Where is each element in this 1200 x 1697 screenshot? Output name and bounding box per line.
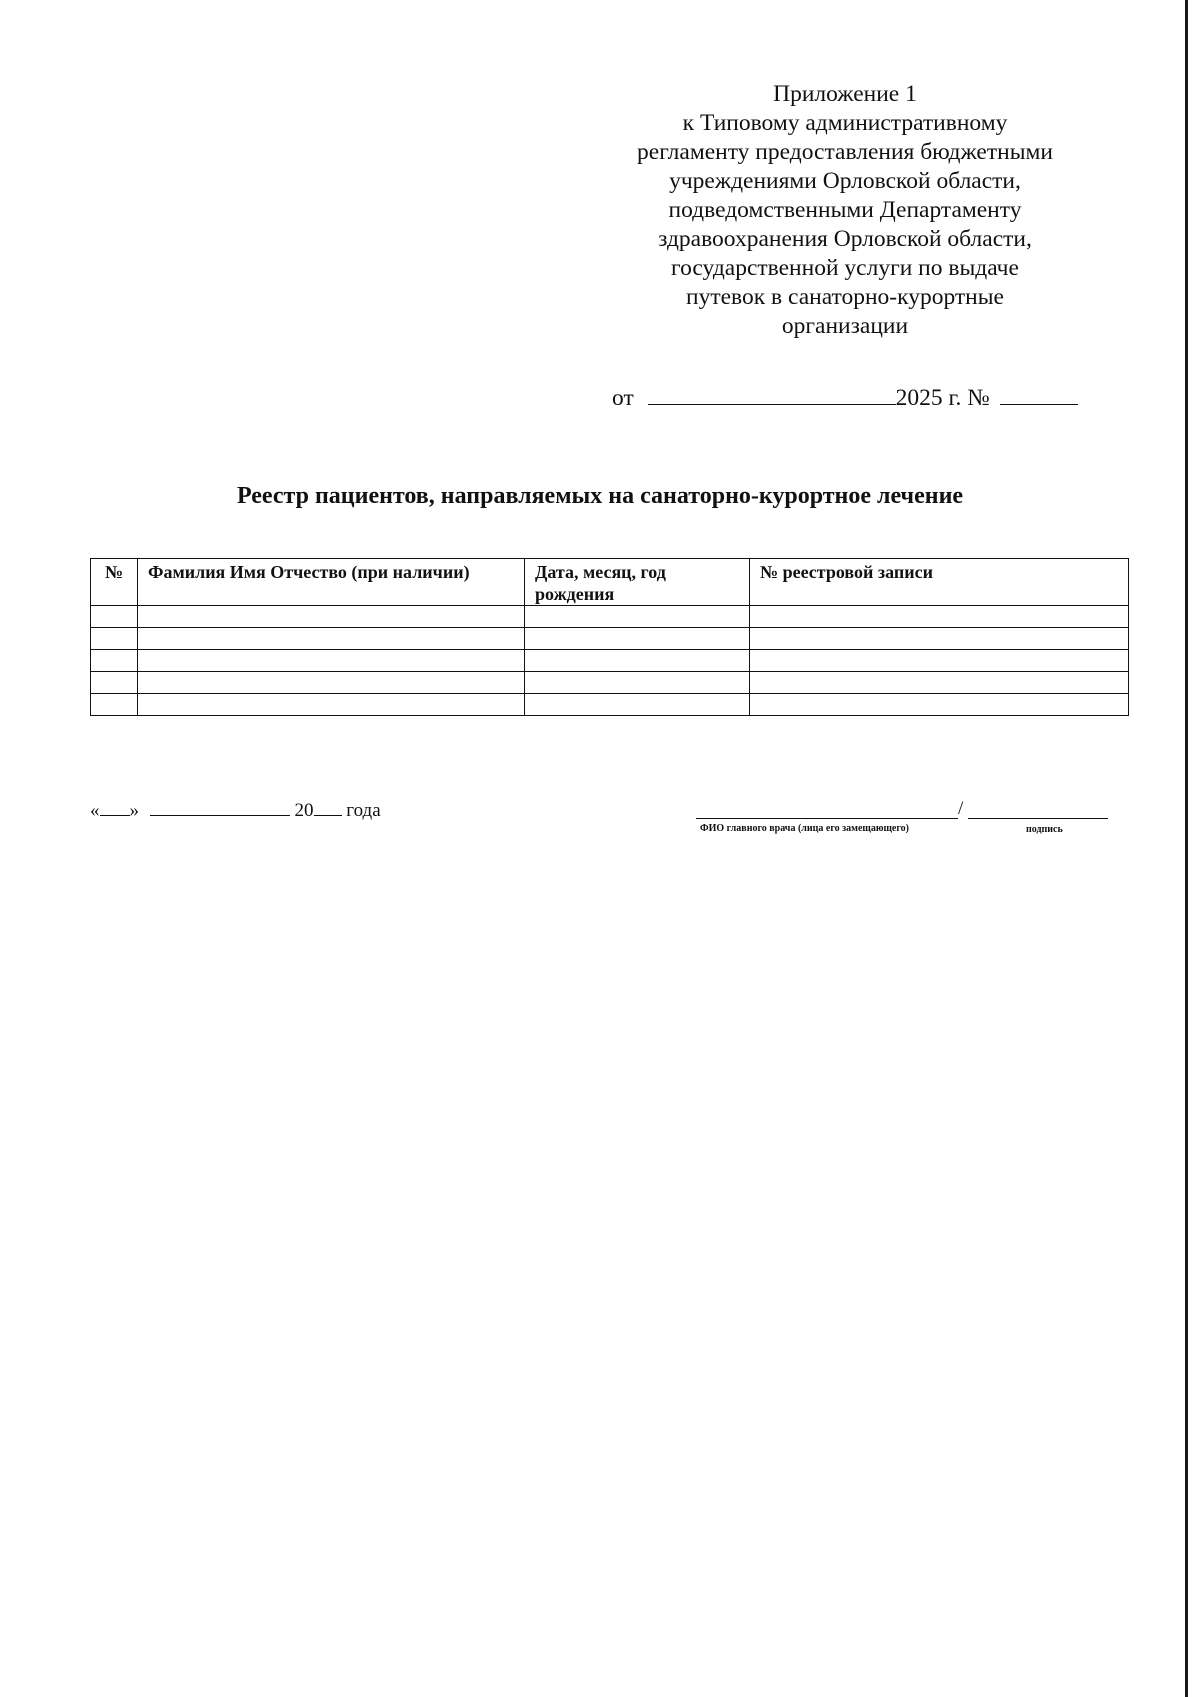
- appendix-line: регламенту предоставления бюджетными: [637, 139, 1053, 165]
- cell-number[interactable]: [91, 650, 138, 672]
- table-header-row: [91, 559, 1129, 606]
- appendix-line: подведомственными Департаменту: [668, 197, 1022, 223]
- cell-full-name[interactable]: [138, 672, 525, 694]
- cell-birth-date[interactable]: [525, 628, 750, 650]
- appendix-line: учреждениями Орловской области,: [669, 168, 1021, 194]
- cell-birth-date[interactable]: [525, 694, 750, 716]
- quote-close: »: [129, 800, 139, 821]
- cell-number[interactable]: [91, 694, 138, 716]
- fio-caption: ФИО главного врача (лица его замещающего): [700, 823, 909, 834]
- day-blank[interactable]: [100, 798, 130, 816]
- footer-date: [90, 798, 381, 822]
- appendix-line: путевок в санаторно-курортные: [686, 284, 1004, 310]
- cell-registry-record[interactable]: [750, 672, 1129, 694]
- cell-birth-date[interactable]: [525, 672, 750, 694]
- cell-registry-record[interactable]: [750, 694, 1129, 716]
- cell-full-name[interactable]: [138, 694, 525, 716]
- cell-number[interactable]: [91, 672, 138, 694]
- year-word: года: [346, 800, 381, 821]
- appendix-line: государственной услуги по выдаче: [671, 255, 1019, 281]
- century: 20: [294, 800, 314, 821]
- header-number: №: [91, 559, 138, 606]
- table-row: [91, 672, 1129, 694]
- registry-table: [90, 558, 1129, 716]
- quote-open: «: [90, 800, 100, 821]
- date-blank[interactable]: [648, 382, 896, 405]
- cell-registry-record[interactable]: [750, 628, 1129, 650]
- page-title: Реестр пациентов, направляемых на санаторно-курортное лечение: [236, 483, 964, 509]
- cell-registry-record[interactable]: [750, 606, 1129, 628]
- year-blank[interactable]: [314, 798, 342, 816]
- appendix-date-line: [612, 382, 1078, 412]
- signature-separator: /: [958, 798, 964, 819]
- cell-full-name[interactable]: [138, 650, 525, 672]
- table-row: [91, 606, 1129, 628]
- signature-blank[interactable]: [968, 818, 1108, 819]
- cell-birth-date[interactable]: [525, 650, 750, 672]
- scan-edge: [1185, 0, 1188, 1697]
- date-year: 2025 г. №: [895, 385, 990, 411]
- header-full-name: Фамилия Имя Отчество (при наличии): [138, 559, 525, 606]
- appendix-line: здравоохранения Орловской области,: [658, 226, 1032, 252]
- cell-number[interactable]: [91, 606, 138, 628]
- signature-caption: подпись: [1026, 824, 1063, 835]
- cell-number[interactable]: [91, 628, 138, 650]
- header-registry-record: № реестровой записи: [750, 559, 1129, 606]
- cell-full-name[interactable]: [138, 628, 525, 650]
- month-blank[interactable]: [150, 798, 290, 816]
- appendix-line: к Типовому административному: [682, 110, 1008, 136]
- cell-birth-date[interactable]: [525, 606, 750, 628]
- header-birth-date: Дата, месяц, год рождения: [525, 559, 750, 606]
- appendix-header: [610, 80, 1080, 341]
- appendix-line: организации: [781, 313, 909, 339]
- signature-block: [696, 798, 1111, 838]
- appendix-line: Приложение 1: [773, 81, 917, 107]
- table-row: [91, 650, 1129, 672]
- table-row: [91, 694, 1129, 716]
- number-blank[interactable]: [1000, 382, 1078, 405]
- fio-blank[interactable]: [696, 818, 958, 819]
- cell-full-name[interactable]: [138, 606, 525, 628]
- cell-registry-record[interactable]: [750, 650, 1129, 672]
- date-prefix: от: [612, 385, 634, 411]
- table-row: [91, 628, 1129, 650]
